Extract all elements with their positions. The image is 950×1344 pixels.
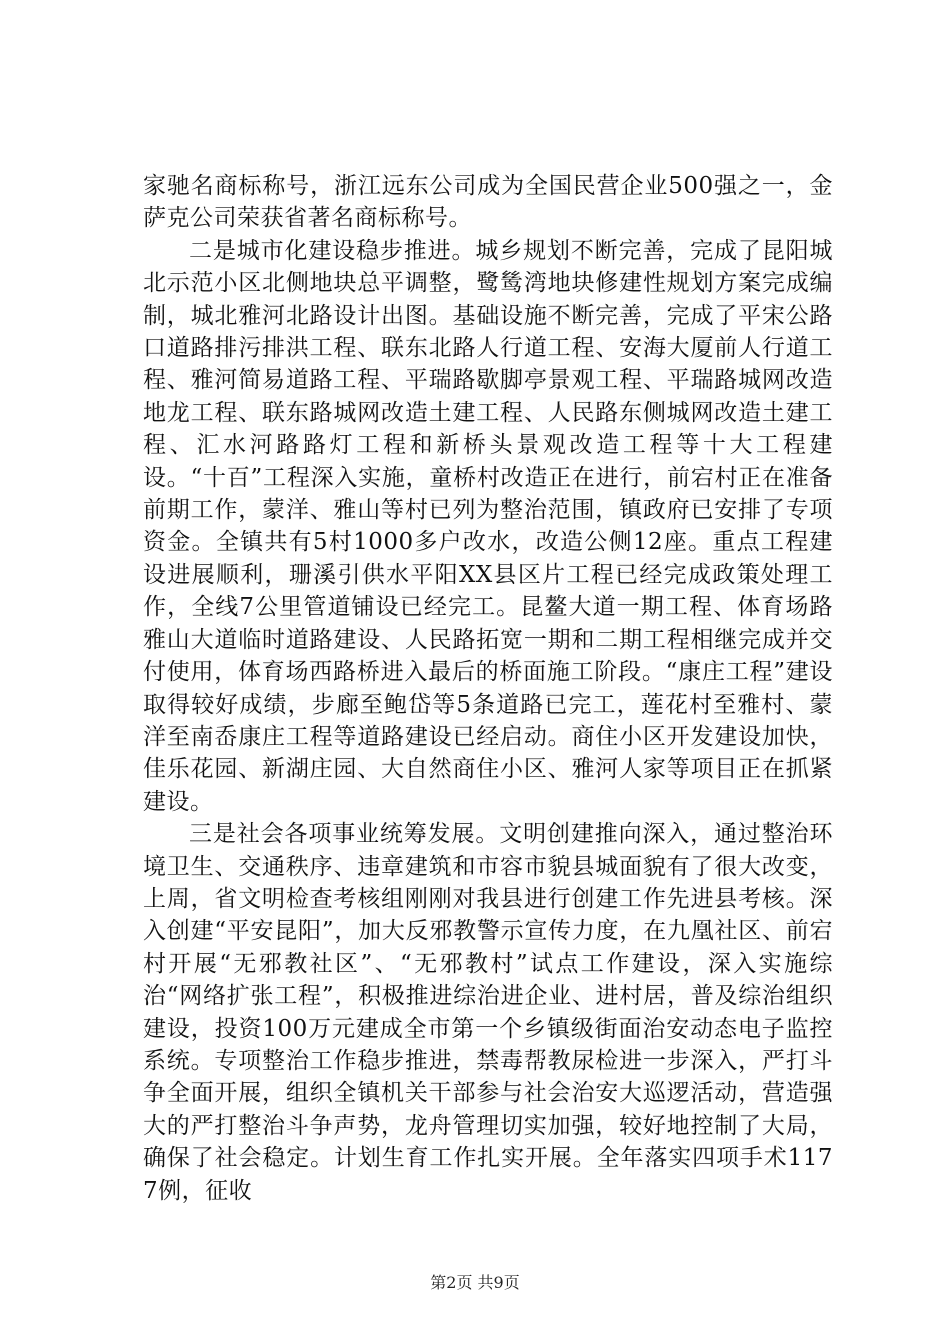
page-number-footer: 第2页 共9页	[430, 1273, 520, 1292]
paragraph-social-development: 三是社会各项事业统筹发展。文明创建推向深入，通过整治环境卫生、交通秩序、违章建筑和市容市貌县城面貌有了很大改变，上周，省文明检查考核组刚刚对我县进行创建工作先进县考核。深入创建“平安昆阳”，加大反邪教警示宣传力度，在九凰社区、前宕村开展“无邪教社区”、“无邪教村”试点工作建设，深入实施综治“网络扩张工程”，积极推进综治进企业、进村居，普及综治组织建设，投资100万元建成全市第一个乡镇级街面治安动态电子监控系统。专项整治工作稳步推进，禁毒帮教尿检进一步深入，严打斗争全面开展，组织全镇机关干部参与社会治安大巡逻活动，营造强大的严打整治斗争声势，龙舟管理切实加强，较好地控制了大局，确保了社会稳定。计划生育工作扎实开展。全年落实四项手术1177例，征收	[143, 821, 833, 1204]
paragraph-continuation: 家驰名商标称号，浙江远东公司成为全国民营企业500强之一，金萨克公司荣获省著名商标称号。	[143, 173, 833, 232]
paragraph-urbanization: 二是城市化建设稳步推进。城乡规划不断完善，完成了昆阳城北示范小区北侧地块总平调整，鹭鸶湾地块修建性规划方案完成编制，城北雅河北路设计出图。基础设施不断完善，完成了平宋公路口道路排污排洪工程、联东北路人行道工程、安海大厦前人行道工程、雅河简易道路工程、平瑞路歇脚亭景观工程、平瑞路城网改造地龙工程、联东路城网改造土建工程、人民路东侧城网改造土建工程、汇水河路路灯工程和新桥头景观改造工程等十大工程建设。“十百”工程深入实施，童桥村改造正在进行，前宕村正在准备前期工作，蒙洋、雅山等村已列为整治范围，镇政府已安排了专项资金。全镇共有5村1000多户改水，改造公侧12座。重点工程建设进展顺利，珊溪引供水平阳XX县区片工程已经完成政策处理工作，全线7公里管道铺设已经完工。昆鳌大道一期工程、体育场路雅山大道临时道路建设、人民路拓宽一期和二期工程相继完成并交付使用，体育场西路桥进入最后的桥面施工阶段。“康庄工程”建设取得较好成绩，步廊至鲍岱等5条道路已完工，莲花村至雅村、蒙洋至南岙康庄工程等道路建设已经启动。商住小区开发建设加快，佳乐花园、新湖庄园、大自然商住小区、雅河人家等项目正在抓紧建设。	[143, 237, 833, 815]
document-body	[143, 170, 833, 1207]
